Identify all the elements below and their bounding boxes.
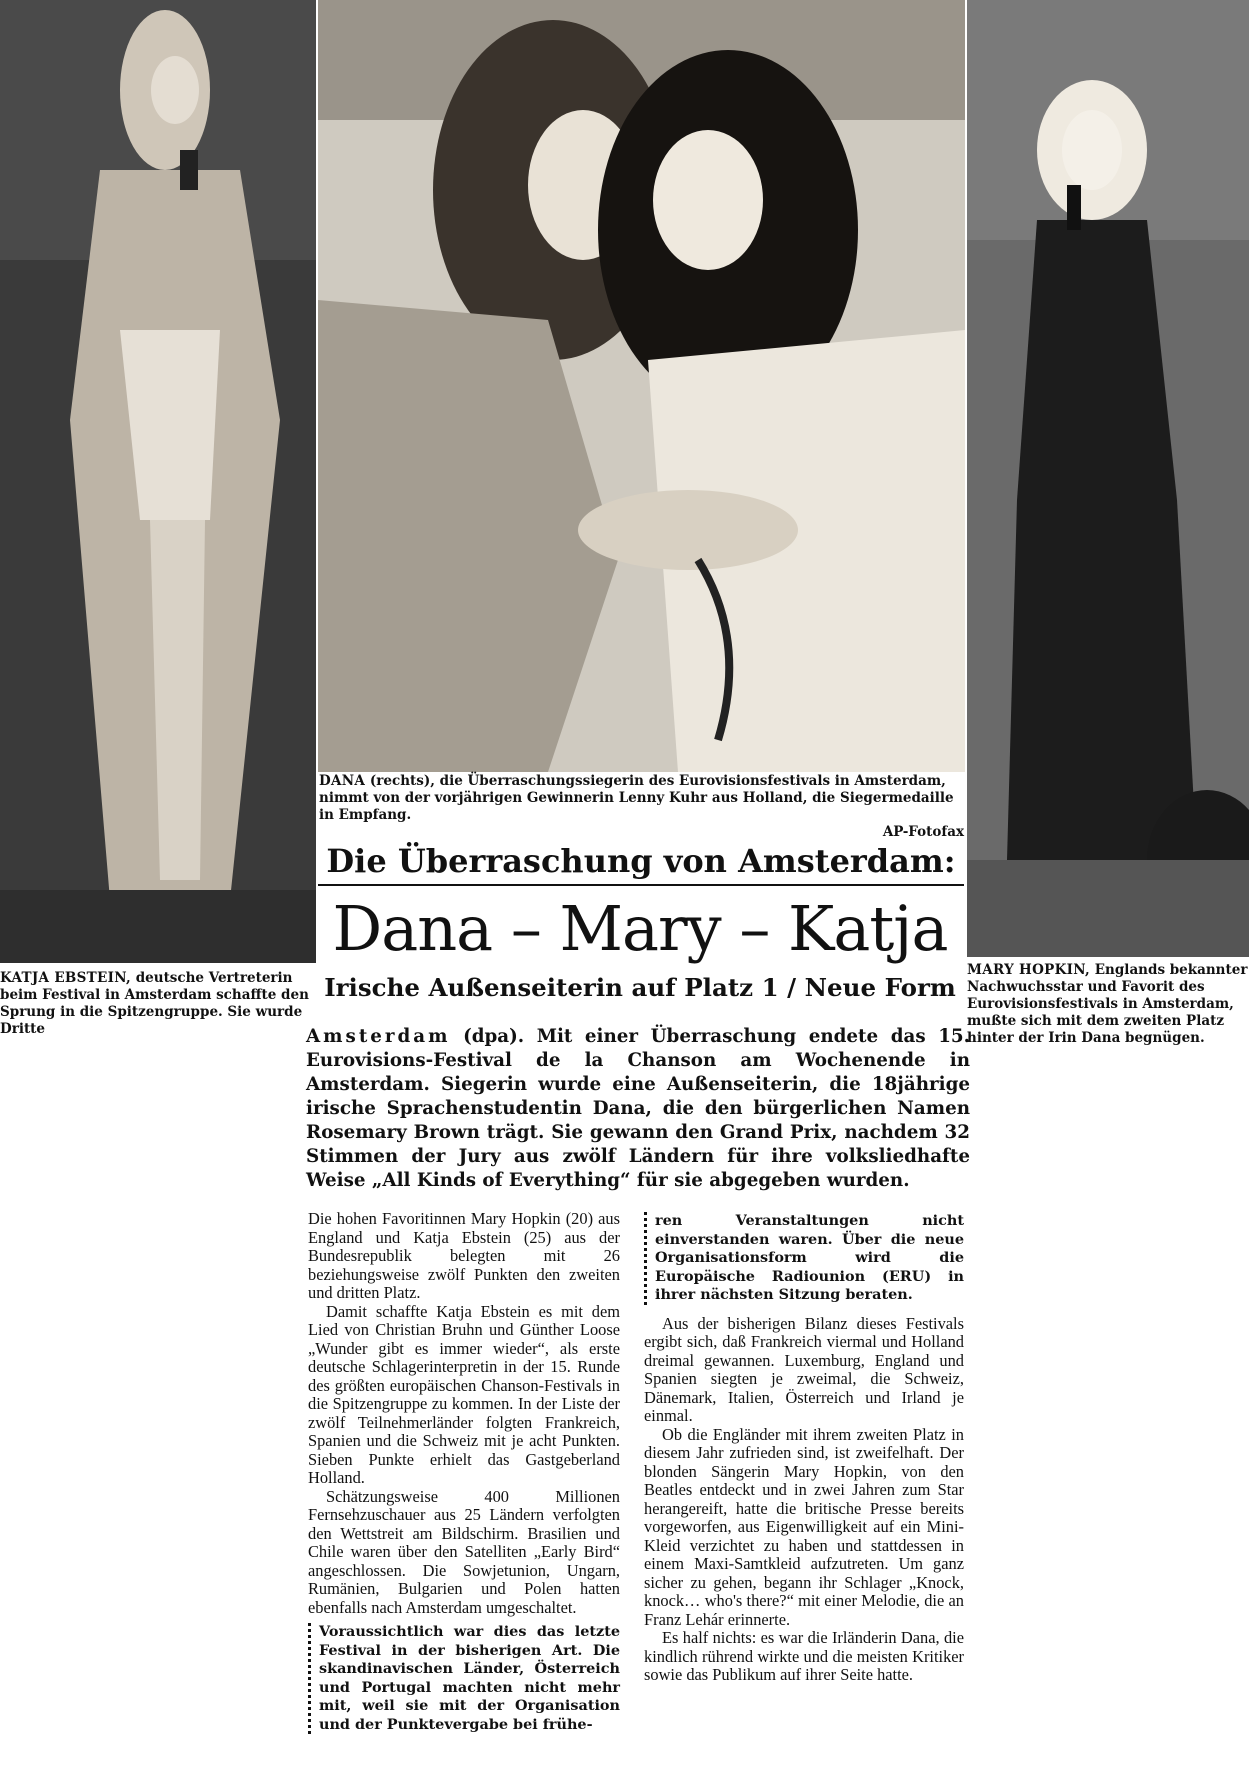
boxed-paragraph-left: Voraussichtlich war dies das letzte Festival in der bisherigen Art. Die skandinavischen Länder, Österreich und Portugal machten nicht mehr mit, weil sie mit der Organisation und der Punktevergabe bei frühe-	[308, 1623, 620, 1734]
article-headline: Dana – Mary – Katja	[332, 892, 948, 965]
photo-mary-hopkin	[967, 0, 1249, 957]
caption-left-name: KATJA EBSTEIN,	[0, 970, 132, 986]
body-paragraph: Es half nichts: es war die Irländerin Dana, die kindlich rührend wirkte und die meisten Kritiker sowie das Publikum auf ihrer Seite hatte.	[644, 1628, 964, 1684]
body-paragraph: Ob die Engländer mit ihrem zweiten Platz in diesem Jahr zufrieden sind, ist zweifelhaft. Der blonden Sängerin Mary Hopkin, von den Beatles entdeckt und in zwei Jahren zum Star herangereift, hatte die britische Presse bereits vorgeworfen, aus Eigenwilligkeit auf ein Mini-Kleid verzichtet zu haben und stattdessen in einem Maxi-Samtkleid aufzutreten. Um ganz sicher zu gehen, begann ihr Schlager „Knock, knock… who's there?“ mit einer Melodie, die an Franz Lehár erinnerte.	[644, 1424, 964, 1629]
caption-right-name: MARY HOPKIN,	[967, 962, 1091, 978]
article-dateline: Amsterdam	[306, 1026, 451, 1047]
photo-katja-ebstein	[0, 0, 316, 963]
article-lead	[306, 1025, 970, 1193]
photo-mary-hopkin-image	[967, 0, 1249, 957]
caption-middle-name: DANA	[319, 773, 366, 789]
photo-credit: AP-Fotofax	[882, 824, 964, 840]
caption-right-text: Englands bekannter Nachwuchsstar und Favorit des Eurovisionsfestivals in Amsterdam, mußte sich mit dem zweiten Platz hinter der Irin Dana begnügen.	[967, 962, 1248, 1046]
caption-middle-text: (rechts), die Überraschungssiegerin des Eurovisionsfestivals in Amsterdam, nimmt von der vorjährigen Gewinnerin Lenny Kuhr aus Holland, die Siegermedaille in Empfang.	[319, 773, 954, 823]
photo-dana-lenny-kuhr	[318, 0, 965, 772]
article-lead-text: (dpa). Mit einer Überraschung endete das 15. Eurovisions-Festival de la Chanson am Wochenende in Amsterdam. Siegerin wurde eine Außenseiterin, die 18jährige irische Sprachenstudentin Dana, die den bürgerlichen Namen Rosemary Brown trägt. Sie gewann den Grand Prix, nachdem 32 Stimmen der Jury aus zwölf Ländern für ihre volksliedhafte Weise „All Kinds of Everything“ für sie abgegeben wurden.	[306, 1026, 970, 1191]
photo-dana-lenny-kuhr-image	[318, 0, 965, 772]
caption-katja-ebstein	[0, 970, 316, 1038]
photo-katja-ebstein-image	[0, 0, 316, 963]
body-paragraph: Die hohen Favoritinnen Mary Hopkin (20) aus England und Katja Ebstein (25) aus der Bundesrepublik belegten mit 26 beziehungsweise zwölf Punkten den zweiten und dritten Platz.	[308, 1209, 620, 1302]
article-column-right	[644, 1212, 964, 1685]
caption-mary-hopkin	[967, 962, 1249, 1047]
body-paragraph: Schätzungsweise 400 Millionen Fernsehzuschauer aus 25 Ländern verfolgten den Wettstreit am Bildschirm. Brasilien und Chile waren über den Satelliten „Early Bird“ angeschlossen. Die Sowjetunion, Ungarn, Rumänien, Bulgarien und Polen hatten ebenfalls nach Amsterdam umgeschaltet.	[308, 1486, 620, 1617]
body-paragraph: Damit schaffte Katja Ebstein es mit dem Lied von Christian Bruhn und Günther Loose „Wunder gibt es immer wieder“, als erste deutsche Schlagerinterpretin in der 15. Runde des größten europäischen Chanson-Festivals in die Spitzengruppe zu kommen. In der Liste der zwölf Teilnehmerländer folgten Frankreich, Spanien und die Schweiz mit je acht Punkten. Sieben Punkte erhielt das Gastgeberland Holland.	[308, 1301, 620, 1487]
article-kicker: Die Überraschung von Amsterdam:	[318, 838, 964, 886]
article-column-left	[308, 1210, 620, 1734]
caption-dana	[319, 773, 964, 841]
body-paragraph: Aus der bisherigen Bilanz dieses Festivals ergibt sich, daß Frankreich viermal und Holland dreimal gewannen. Luxemburg, England und Spanien siegten je zweimal, die Schweiz, Dänemark, Italien, Österreich und Irland je einmal.	[644, 1313, 964, 1425]
boxed-paragraph-right: ren Veranstaltungen nicht einverstanden waren. Über die neue Organisationsform wird die Europäische Radiounion (ERU) in ihrer nächsten Sitzung beraten.	[644, 1212, 964, 1305]
article-subhead: Irische Außenseiterin auf Platz 1 / Neue Form	[324, 973, 956, 1002]
caption-left-text: deutsche Vertreterin beim Festival in Amsterdam schaffte den Sprung in die Spitzengruppe. Sie wurde Dritte	[0, 970, 309, 1037]
